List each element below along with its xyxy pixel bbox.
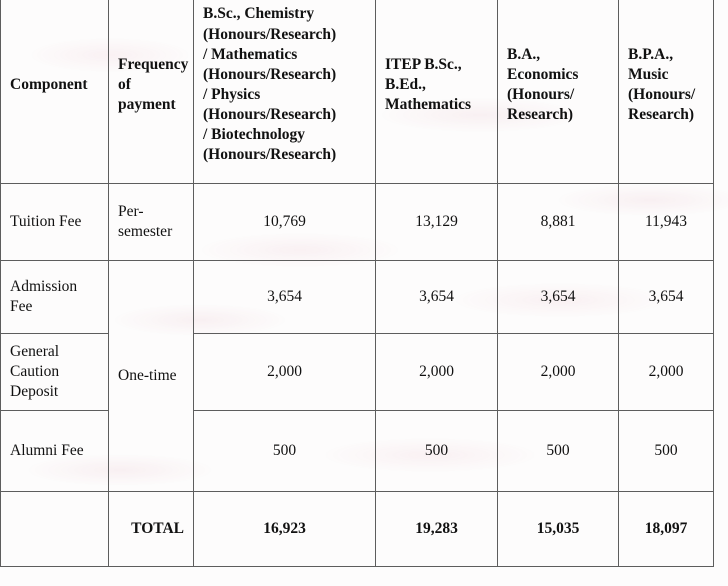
row-label-caution-line-2: Caution	[10, 362, 60, 380]
cell-total-bsc: 16,923	[194, 492, 376, 567]
table-row	[1, 411, 714, 492]
cell-alumni-ba: 500	[498, 411, 619, 492]
column-header-component-label: Component	[10, 75, 88, 93]
column-header-bsc-line-7: / Biotechnology	[203, 126, 306, 144]
cell-admission-ba: 3,654	[498, 261, 619, 334]
row-label-alumni-fee: Alumni Fee	[1, 411, 109, 492]
column-header-itep-line-3: Mathematics	[385, 96, 472, 114]
cell-admission-itep: 3,654	[376, 261, 498, 334]
cell-alumni-bpa: 500	[619, 411, 714, 492]
cell-caution-itep: 2,000	[376, 334, 498, 411]
row-label-admission-fee	[1, 261, 109, 334]
row-label-tuition-fee: Tuition Fee	[1, 184, 109, 261]
column-header-itep-line-2: B.Ed.,	[385, 75, 426, 93]
column-header-bsc-line-5: / Physics	[203, 86, 261, 103]
cell-total-ba: 15,035	[498, 492, 619, 567]
column-header-frequency-line-1: Frequency	[118, 55, 189, 73]
cell-admission-bsc: 3,654	[194, 261, 376, 334]
row-label-admission-line-2: Fee	[10, 298, 33, 315]
column-header-ba-economics	[498, 0, 619, 184]
cell-total-itep: 19,283	[376, 492, 498, 567]
row-frequency-one-time: One-time	[109, 261, 194, 492]
cell-tuition-ba: 8,881	[498, 184, 619, 261]
column-header-component	[1, 0, 109, 184]
row-label-caution-line-1: General	[10, 342, 60, 360]
column-header-ba-line-2: Economics	[507, 65, 579, 83]
column-header-bpa-music	[619, 0, 714, 184]
table-total-row	[1, 492, 714, 567]
column-header-bsc-line-6: (Honours/Research)	[203, 106, 337, 124]
cell-tuition-bsc: 10,769	[194, 184, 376, 261]
row-label-caution-line-3: Deposit	[10, 383, 59, 401]
column-header-ba-line-4: Research)	[507, 106, 573, 124]
column-header-frequency-line-2: of	[118, 75, 131, 93]
table-row	[1, 184, 714, 261]
row-frequency-tuition-line-2: semester	[118, 223, 173, 240]
cell-alumni-bsc: 500	[194, 411, 376, 492]
column-header-frequency	[109, 0, 194, 184]
column-header-itep-line-1: ITEP B.Sc.,	[385, 55, 462, 73]
total-row-spacer	[1, 492, 109, 567]
cell-tuition-bpa: 11,943	[619, 184, 714, 261]
column-header-bsc	[194, 0, 376, 184]
cell-alumni-itep: 500	[376, 411, 498, 492]
row-label-general-caution-deposit	[1, 334, 109, 411]
column-header-bpa-line-3: (Honours/	[628, 86, 696, 103]
cell-total-bpa: 18,097	[619, 492, 714, 567]
cell-tuition-itep: 13,129	[376, 184, 498, 261]
cell-caution-ba: 2,000	[498, 334, 619, 411]
row-frequency-tuition-fee	[109, 184, 194, 261]
column-header-bpa-line-4: Research)	[628, 106, 694, 124]
column-header-ba-line-3: (Honours/	[507, 86, 575, 103]
table-row	[1, 261, 714, 334]
column-header-bpa-line-1: B.P.A.,	[628, 45, 674, 63]
row-frequency-tuition-line-1: Per-	[118, 202, 144, 220]
cell-admission-bpa: 3,654	[619, 261, 714, 334]
table-header-row	[1, 0, 714, 184]
column-header-bsc-line-2: (Honours/Research)	[203, 25, 337, 43]
cell-caution-bsc: 2,000	[194, 334, 376, 411]
column-header-bsc-line-1: B.Sc., Chemistry	[203, 5, 315, 23]
column-header-bsc-line-3: / Mathematics	[203, 45, 298, 63]
column-header-frequency-line-3: payment	[118, 96, 176, 114]
row-label-admission-line-1: Admission	[10, 277, 78, 295]
cell-caution-bpa: 2,000	[619, 334, 714, 411]
column-header-bsc-line-4: (Honours/Research)	[203, 65, 337, 83]
column-header-bsc-line-8: (Honours/Research)	[203, 146, 337, 164]
table-row	[1, 334, 714, 411]
column-header-ba-line-1: B.A.,	[507, 45, 541, 63]
total-label: TOTAL	[109, 492, 194, 567]
column-header-bpa-line-2: Music	[628, 65, 669, 83]
column-header-itep	[376, 0, 498, 184]
